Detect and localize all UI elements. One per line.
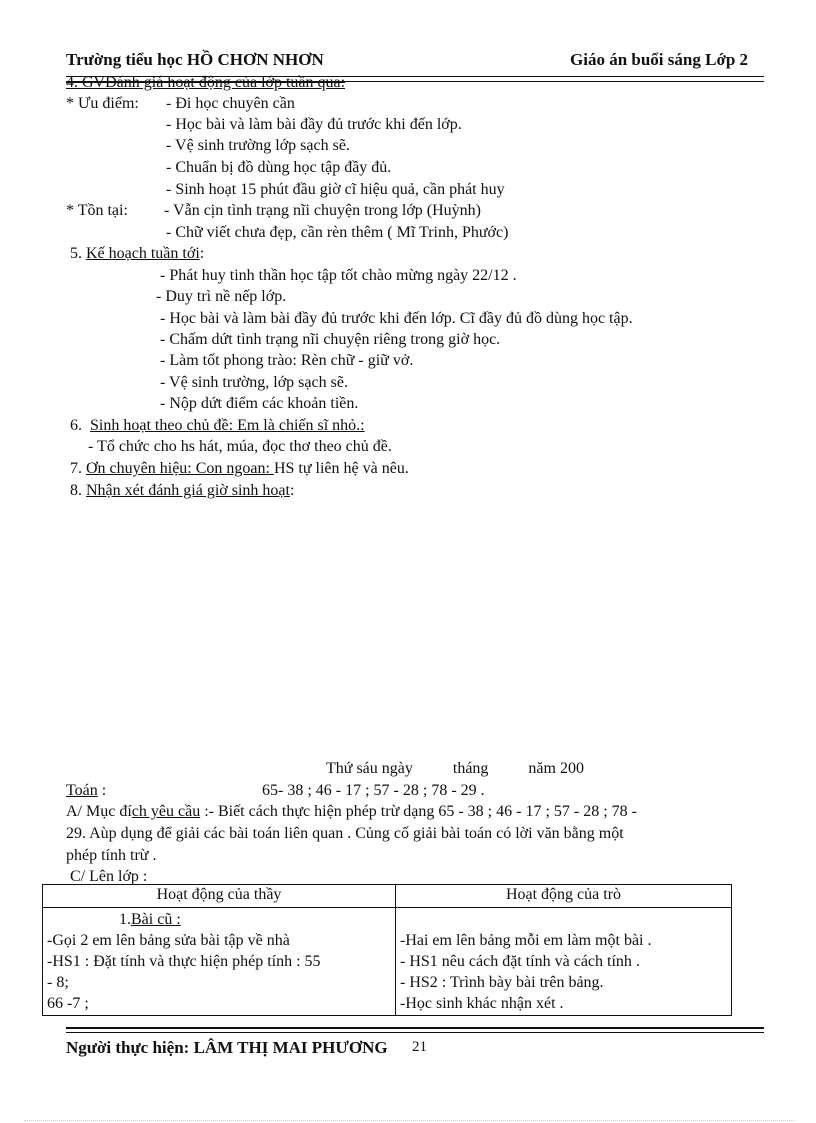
footer-rule-top: [66, 1027, 764, 1029]
teacher-line: - 8;: [47, 974, 69, 991]
old-lesson-title: Bài cũ :: [131, 911, 181, 928]
merit-item: - Sinh hoạt 15 phút đầu giờ cĩ hiệu quả, cần phát huy: [166, 181, 505, 198]
footer-rule-bottom: [66, 1032, 764, 1033]
lesson-topic: 65- 38 ; 46 - 17 ; 57 - 28 ; 78 - 29 .: [262, 782, 485, 799]
lesson-goal: [66, 801, 637, 822]
section7-rest: HS tự liên hệ và nêu.: [273, 460, 409, 477]
section6-item: - Tổ chức cho hs hát, múa, đọc thơ theo chủ đề.: [88, 438, 392, 455]
page-number: 21: [412, 1039, 427, 1055]
section6-title: [70, 415, 365, 436]
section7-title: [70, 458, 409, 479]
goal-rest: :- Biết cách thực hiện phép trừ dạng 65 - 38 ; 46 - 17 ; 57 - 28 ; 78 -: [200, 803, 637, 820]
issue-item: - Chữ viết chưa đẹp, cần rèn thêm ( Mĩ Trinh, Phước): [166, 224, 509, 241]
teacher-cell: [43, 908, 396, 1016]
section4-title: [66, 72, 345, 93]
plan-title: Giáo án buổi sáng Lớp 2: [570, 50, 749, 69]
section5-title-text: Kế hoạch tuần tới: [86, 245, 200, 262]
lesson-goal-line3: phép tính trừ .: [66, 847, 157, 864]
section5-number: 5.: [70, 245, 82, 262]
issues-label: * Tồn tại:: [66, 202, 128, 219]
school-name: Trường tiểu học HỒ CHƠN NHƠN: [66, 50, 324, 69]
page-edge-divider: [24, 1120, 794, 1121]
section5-title: [70, 243, 204, 264]
plan-item: - Duy trì nề nếp lớp.: [156, 288, 287, 305]
activity-table: [42, 884, 732, 1016]
student-line: - HS1 nêu cách đặt tính và cách tính .: [400, 953, 640, 970]
student-cell: [396, 908, 732, 1016]
class-step: C/ Lên lớp :: [70, 868, 148, 885]
section8-colon: :: [289, 482, 295, 499]
section6-title-text: Sinh hoạt theo chủ đề: Em là chiến sĩ nhỏ.:: [90, 417, 365, 434]
goal-underlined: ch yêu cầu: [131, 803, 201, 820]
old-lesson-heading: [47, 909, 391, 930]
plan-item: - Làm tốt phong trào: Rèn chữ - giữ vở.: [160, 352, 414, 369]
section8-title-text: Nhận xét đánh giá giờ sinh hoạt: [86, 482, 290, 499]
merits-label: * Ưu điểm:: [66, 95, 139, 112]
plan-item: - Phát huy tinh thần học tập tốt chào mừng ngày 22/12 .: [160, 267, 517, 284]
teacher-line: -HS1 : Đặt tính và thực hiện phép tính : 55: [47, 953, 321, 970]
plan-item: - Vệ sinh trường, lớp sạch sẽ.: [160, 374, 348, 391]
section7-title-text: Ơn chuyên hiệu: Con ngoan:: [86, 460, 274, 477]
author-label: Người thực hiện: LÂM THỊ MAI PHƯƠNG: [66, 1038, 388, 1057]
section8-number: 8.: [70, 482, 82, 499]
table-row: [43, 908, 732, 1016]
student-line: -Hai em lên bảng mỗi em làm một bài .: [400, 932, 652, 949]
merit-item: - Học bài và làm bài đầy đủ trước khi đến lớp.: [166, 116, 462, 133]
table-header-row: [43, 885, 732, 908]
section8-title: [70, 480, 294, 501]
teacher-line: -Gọi 2 em lên bảng sửa bài tập về nhà: [47, 932, 290, 949]
subject-text: Toán: [66, 782, 98, 799]
col-student-header: Hoạt động của trò: [396, 885, 732, 908]
old-lesson-num: 1.: [119, 911, 131, 928]
section7-number: 7.: [70, 460, 82, 477]
teacher-line: 66 -7 ;: [47, 995, 89, 1012]
col-teacher-header: Hoạt động của thầy: [43, 885, 396, 908]
student-line: -Học sinh khác nhận xét .: [400, 995, 564, 1012]
section4-title-text: 4. GVĐánh giá hoạt động của lớp tuần qua:: [66, 74, 346, 91]
plan-item: - Chấm dứt tình trạng nĩi chuyện riêng trong giờ học.: [160, 331, 501, 348]
plan-item: - Học bài và làm bài đầy đủ trước khi đến lớp. Cĩ đầy đủ đồ dùng học tập.: [160, 310, 633, 327]
merit-item: - Chuẩn bị đồ dùng học tập đầy đủ.: [166, 159, 392, 176]
section5-colon: :: [199, 245, 205, 262]
subject-colon: :: [97, 782, 107, 799]
goal-prefix: A/ Mục đí: [66, 803, 132, 820]
merit-item: - Vệ sinh trường lớp sạch sẽ.: [166, 137, 350, 154]
plan-item: - Nộp dứt điểm các khoản tiền.: [160, 395, 359, 412]
student-line: - HS2 : Trình bày bài trên bảng.: [400, 974, 604, 991]
section6-number: 6.: [70, 417, 82, 434]
date-line: Thứ sáu ngày tháng năm 200: [326, 760, 584, 777]
lesson-goal-line2: 29. Aùp dụng để giải các bài toán liên quan . Củng cố giải bài toán có lời văn bằng một: [66, 825, 624, 842]
merit-item: - Đi học chuyên cần: [166, 95, 295, 112]
lesson-subject: [66, 780, 106, 801]
issue-item: - Vẫn cịn tình trạng nĩi chuyện trong lớp (Huỳnh): [164, 202, 481, 219]
student-spacer: [400, 909, 727, 930]
